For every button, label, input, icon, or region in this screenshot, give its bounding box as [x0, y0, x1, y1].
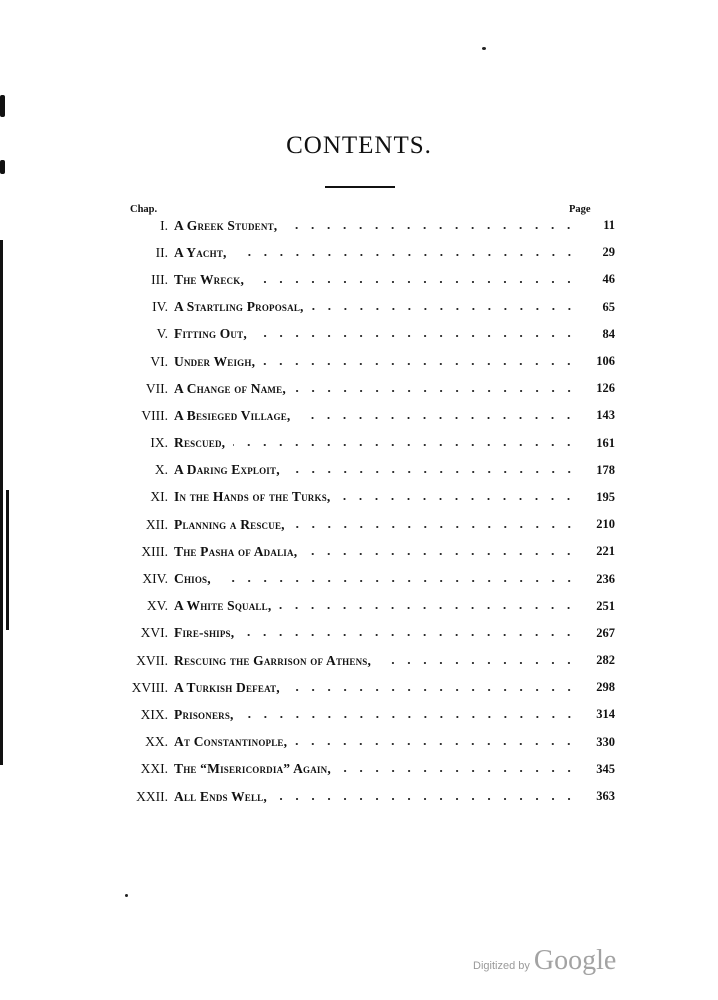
- dot-leader: [294, 384, 577, 398]
- chapter-page-number: 282: [596, 653, 615, 668]
- chapter-number: XV.: [146, 598, 168, 614]
- dot-leader: [279, 601, 577, 615]
- dot-leader: [263, 357, 577, 371]
- dot-leader: [298, 411, 577, 425]
- dot-leader: [379, 656, 577, 670]
- dot-leader: [242, 710, 577, 724]
- toc-entry: [100, 348, 615, 375]
- chapter-number: XIV.: [142, 571, 168, 587]
- dot-leader: [288, 465, 577, 479]
- dot-leader: [219, 574, 577, 588]
- dot-leader: [235, 248, 577, 262]
- chapter-page-number: 46: [602, 272, 615, 287]
- chapter-number: X.: [154, 462, 168, 478]
- table-of-contents: [100, 212, 615, 810]
- chapter-number: IV.: [152, 299, 168, 315]
- dot-leader: [242, 628, 577, 642]
- toc-entry: [100, 674, 615, 701]
- chapter-number: VII.: [145, 380, 168, 396]
- chapter-number: XXII.: [136, 788, 168, 804]
- chapter-page-number: 84: [602, 326, 615, 341]
- chapter-page-number: 178: [596, 462, 615, 477]
- chapter-number: XI.: [150, 489, 168, 505]
- dot-leader: [295, 737, 577, 751]
- chapter-title: Chios,: [174, 571, 211, 587]
- scan-speck: [125, 894, 128, 897]
- dot-leader: [255, 329, 577, 343]
- chapter-title: Fire-ships,: [174, 625, 235, 641]
- chapter-page-number: 11: [603, 218, 615, 233]
- toc-entry: [100, 375, 615, 402]
- scan-edge-mark: [0, 95, 5, 117]
- chapter-page-number: 106: [596, 354, 615, 369]
- chapter-page-number: 330: [596, 734, 615, 749]
- chapter-page-number: 345: [596, 761, 615, 776]
- chapter-number: XII.: [145, 516, 168, 532]
- toc-entry: [100, 402, 615, 429]
- toc-entry: [100, 565, 615, 592]
- chapter-page-number: 298: [596, 680, 615, 695]
- toc-entry: [100, 294, 615, 321]
- chapter-number: I.: [160, 217, 168, 233]
- chapter-page-number: 65: [602, 299, 615, 314]
- chapter-title: Planning a Rescue,: [174, 516, 285, 532]
- chapter-number: IX.: [150, 435, 168, 451]
- toc-entry: [100, 701, 615, 728]
- toc-entry: [100, 538, 615, 565]
- scan-speck: [482, 47, 486, 50]
- chapter-title: A Change of Name,: [174, 380, 286, 396]
- chapter-title: Rescued,: [174, 435, 226, 451]
- chapter-title: The “Misericordia” Again,: [174, 761, 331, 777]
- chapter-page-number: 267: [596, 625, 615, 640]
- chapter-title: Fitting Out,: [174, 326, 247, 342]
- scan-edge-line: [6, 490, 9, 630]
- chapter-number: XIX.: [140, 706, 168, 722]
- toc-entry: [100, 266, 615, 293]
- chapter-page-number: 236: [596, 571, 615, 586]
- dot-leader: [305, 547, 577, 561]
- toc-entry: [100, 783, 615, 810]
- chapter-title: A Daring Exploit,: [174, 462, 280, 478]
- toc-entry: [100, 212, 615, 239]
- chapter-column-header: Chap.: [130, 204, 158, 215]
- digitized-by-watermark: [473, 945, 616, 977]
- toc-entry: [100, 511, 615, 538]
- dot-leader: [312, 302, 577, 316]
- scan-edge-line: [0, 240, 3, 765]
- chapter-title: In the Hands of the Turks,: [174, 489, 331, 505]
- chapter-title: A Startling Proposal,: [174, 299, 304, 315]
- chapter-title: A Turkish Defeat,: [174, 679, 280, 695]
- toc-entry: [100, 321, 615, 348]
- chapter-title: At Constantinople,: [174, 734, 288, 750]
- chapter-page-number: 195: [596, 489, 615, 504]
- toc-entry: [100, 457, 615, 484]
- chapter-number: V.: [156, 326, 168, 342]
- dot-leader: [233, 438, 577, 452]
- page-column-header: Page: [569, 204, 591, 215]
- dot-leader: [339, 764, 577, 778]
- chapter-title: All Ends Well,: [174, 788, 267, 804]
- chapter-page-number: 161: [596, 435, 615, 450]
- chapter-number: XVI.: [140, 625, 168, 641]
- chapter-title: The Wreck,: [174, 271, 245, 287]
- chapter-page-number: 143: [596, 408, 615, 423]
- chapter-number: XXI.: [140, 761, 168, 777]
- chapter-page-number: 29: [602, 245, 615, 260]
- toc-entry: [100, 593, 615, 620]
- page-title: CONTENTS.: [286, 132, 432, 159]
- chapter-number: XVIII.: [131, 679, 168, 695]
- dot-leader: [285, 221, 577, 235]
- toc-entry: [100, 729, 615, 756]
- toc-entry: [100, 620, 615, 647]
- chapter-page-number: 363: [596, 789, 615, 804]
- chapter-title: A Yacht,: [174, 244, 227, 260]
- toc-entry: [100, 647, 615, 674]
- chapter-page-number: 126: [596, 381, 615, 396]
- title-rule: [325, 186, 395, 188]
- google-logo: Google: [533, 945, 617, 976]
- digitized-by-label: Digitized by: [473, 960, 530, 972]
- chapter-title: Prisoners,: [174, 706, 234, 722]
- chapter-page-number: 221: [596, 544, 615, 559]
- chapter-number: XIII.: [141, 543, 168, 559]
- dot-leader: [338, 492, 577, 506]
- chapter-title: Under Weigh,: [174, 353, 256, 369]
- chapter-title: The Pasha of Adalia,: [174, 543, 298, 559]
- chapter-page-number: 251: [596, 598, 615, 613]
- chapter-number: VI.: [150, 353, 168, 369]
- toc-entry: [100, 430, 615, 457]
- toc-entry: [100, 756, 615, 783]
- chapter-title: Rescuing the Garrison of Athens,: [174, 652, 372, 668]
- dot-leader: [252, 275, 577, 289]
- dot-leader: [288, 683, 577, 697]
- chapter-title: A White Squall,: [174, 598, 272, 614]
- dot-leader: [293, 520, 577, 534]
- chapter-title: A Greek Student,: [174, 217, 278, 233]
- chapter-number: XX.: [145, 734, 168, 750]
- scan-edge-mark: [0, 160, 5, 174]
- chapter-title: A Besieged Village,: [174, 407, 291, 423]
- chapter-number: VIII.: [141, 407, 168, 423]
- toc-entry: [100, 239, 615, 266]
- chapter-page-number: 210: [596, 517, 615, 532]
- chapter-page-number: 314: [596, 707, 615, 722]
- chapter-number: XVII.: [136, 652, 168, 668]
- toc-entry: [100, 484, 615, 511]
- chapter-number: III.: [151, 271, 168, 287]
- dot-leader: [275, 792, 577, 806]
- chapter-number: II.: [155, 244, 168, 260]
